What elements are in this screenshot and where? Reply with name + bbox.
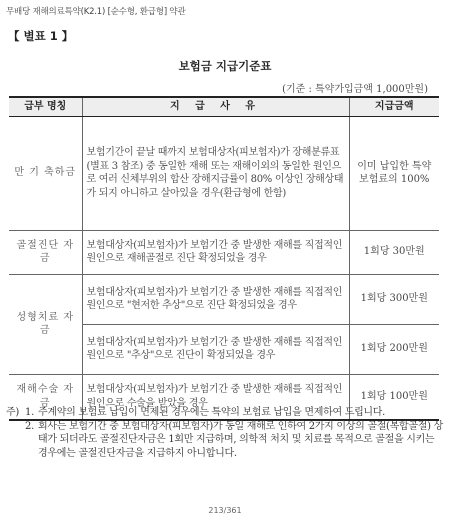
table-row xyxy=(9,116,439,230)
table-row xyxy=(9,274,439,324)
benefit-name-cell: 만 기 축하금 xyxy=(9,116,82,230)
benefit-name-cell: 재해수술 자 금 xyxy=(9,374,82,420)
amount-cell: 1회당 300만원 xyxy=(349,274,439,324)
benefit-name-cell: 골절진단 자 금 xyxy=(9,230,82,274)
reason-cell: 보험대상자(피보험자)가 보험기간 중 발생한 재해를 직접적인 원인으로 "현저한 추상"으로 진단 확정되었을 경우 xyxy=(82,274,349,324)
reason-cell: 보험대상자(피보험자)가 보험기간 중 발생한 재해를 직접적인 원인으로 "추상"으로 진단이 확정되었을 경우 xyxy=(82,324,349,374)
appendix-label: 【 별표 1 】 xyxy=(8,29,74,43)
benefit-table xyxy=(9,96,439,421)
amount-cell: 1회당 200만원 xyxy=(349,324,439,374)
amount-cell: 이미 납입한 특약 보험료의 100% xyxy=(349,116,439,230)
benefit-name-cell: 성형치료 자 금 xyxy=(9,274,82,374)
table-header-row xyxy=(9,97,439,116)
amount-cell: 1회당 100만원 xyxy=(349,374,439,420)
page-number: 213/361 xyxy=(208,506,242,515)
page-title: 보험금 지급기준표 xyxy=(178,59,272,73)
footnote-mark: 주) xyxy=(6,407,19,418)
column-header-reason: 지 급 사 유 xyxy=(82,97,349,116)
footnote-item xyxy=(6,420,444,461)
footnotes xyxy=(6,406,444,460)
amount-cell: 1회당 30만원 xyxy=(349,230,439,274)
basis-note: (기준 : 특약가입금액 1,000만원) xyxy=(282,84,428,95)
reason-cell: 보험대상자(피보험자)가 보험기간 중 발생한 재해를 직접적인 원인으로 재해골절로 진단 확정되었을 경우 xyxy=(82,230,349,274)
footnote-item xyxy=(6,406,444,420)
column-header-amount: 지급금액 xyxy=(349,97,439,116)
footnote-number: 2. xyxy=(25,420,34,432)
reason-cell: 보험기간이 끝날 때까지 보험대상자(피보험자)가 장해분류표(별표 3 참조) 중 동일한 재해 또는 재해이외의 동일한 원인으로 여러 신체부위의 합산 장해지급률이 80% 이상인 장해상태가 되지 아니하고 살아있을 경우(환급형에 한함) xyxy=(82,116,349,230)
document-header: 무배당 재해의료특약(K2.1) [순수형, 환급형] 약관 xyxy=(6,7,186,17)
reason-cell: 보험대상자(피보험자)가 보험기간 중 발생한 재해를 직접적인 원인으로 수술을 받았을 경우 xyxy=(82,374,349,420)
footnote-text: 회사는 보험기간 중 보험대상자(피보험자)가 동일 재해로 인하여 2가지 이상의 골절(복합골절) 상태가 되더라도 골절진단자금은 1회만 지급하며, 의학적 처치 및 치료를 목적으로 골절을 시키는 경우에는 골절진단자금을 지급하지 아니합니다. xyxy=(38,420,443,459)
footnote-text: 주계약의 보험료 납입이 면제된 경우에는 특약의 보험료 납입을 면제하여 드립니다. xyxy=(38,407,386,418)
table-row xyxy=(9,230,439,274)
column-header-benefit-name: 급부 명칭 xyxy=(9,97,82,116)
footnote-number: 1. xyxy=(25,407,34,418)
